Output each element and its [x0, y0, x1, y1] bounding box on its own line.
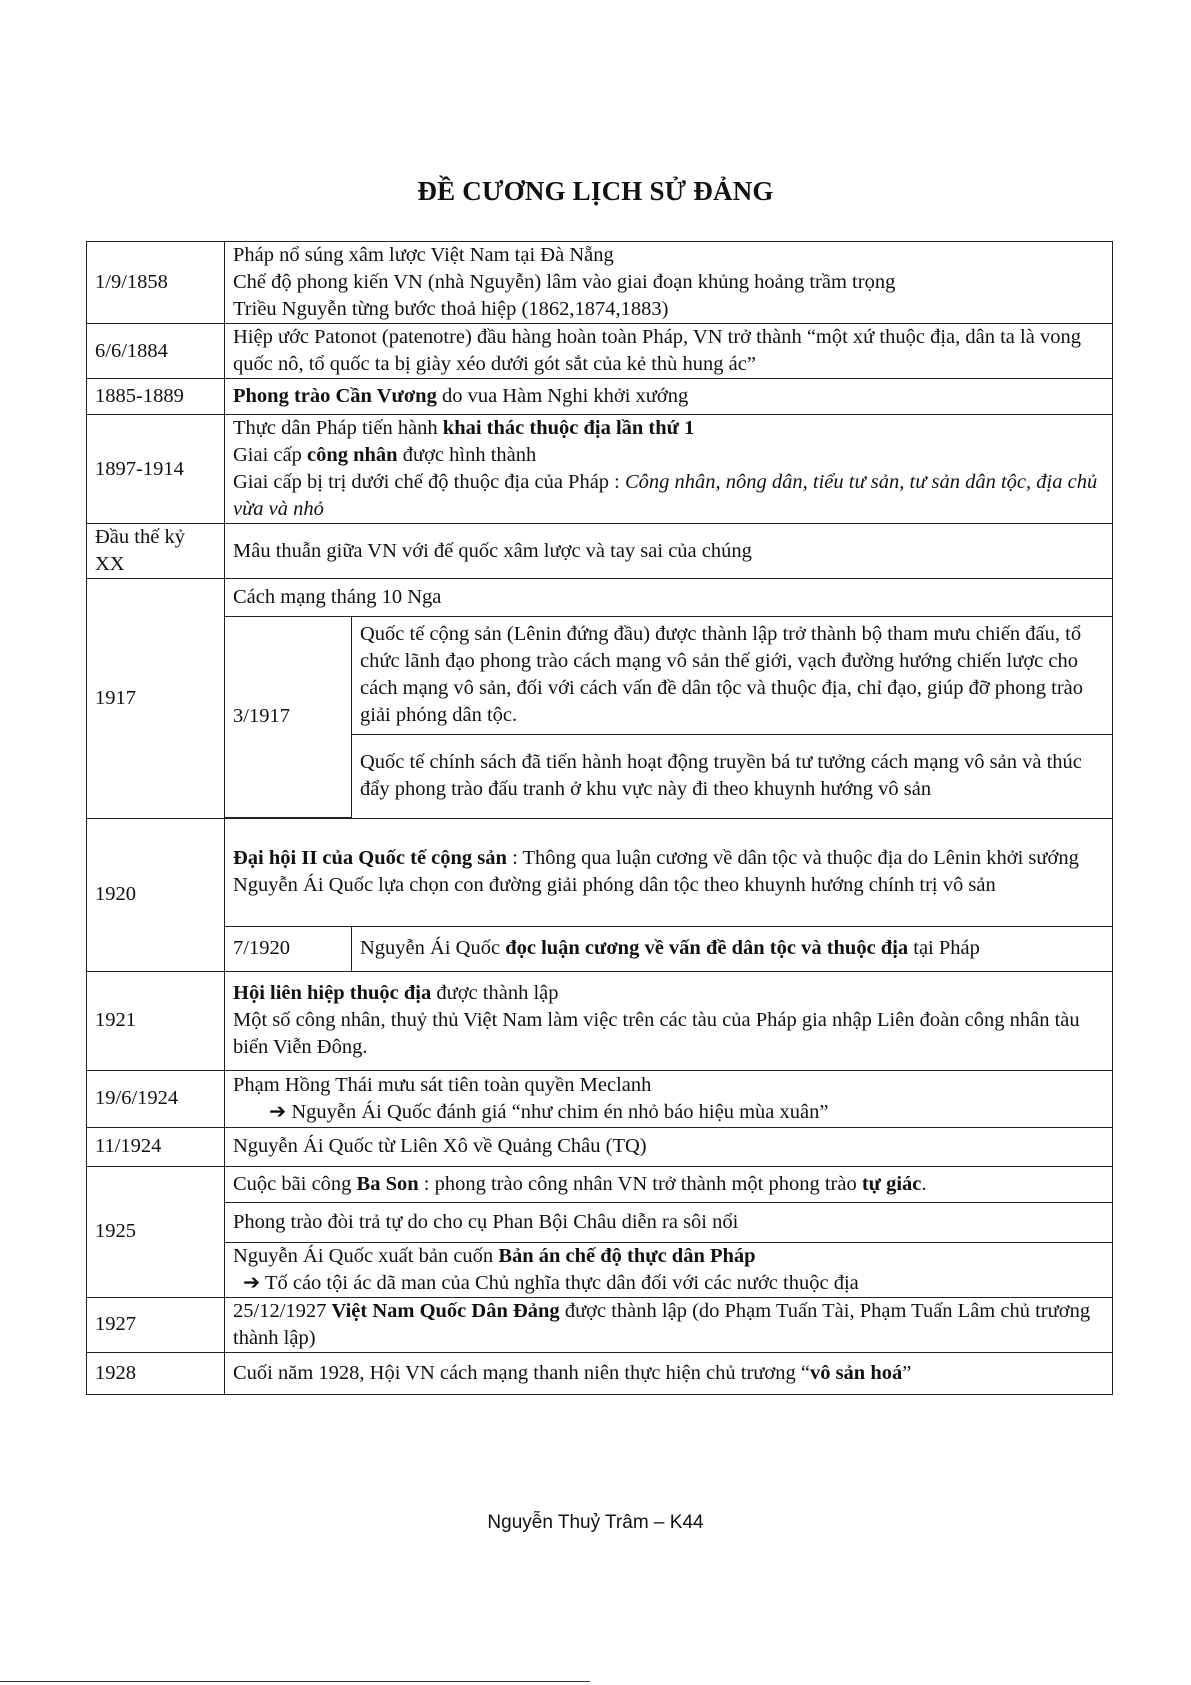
bottom-divider: [0, 1681, 590, 1682]
date-cell: 1921: [87, 971, 225, 1070]
event-highlight: Việt Nam Quốc Dân Đảng: [331, 1299, 560, 1322]
subdate-cell: 3/1917: [225, 617, 352, 817]
event-cell: [225, 971, 1113, 1070]
event-line: [233, 1270, 1104, 1297]
event-cell: Cách mạng tháng 10 Nga: [225, 579, 1113, 617]
event-line: Nguyễn Ái Quốc lựa chọn con đường giải phóng dân tộc theo khuynh hướng chính trị vô sản: [233, 874, 996, 896]
event-line: Phạm Hồng Thái mưu sát tiên toàn quyền Meclanh: [233, 1073, 652, 1096]
nested-event-cell: [225, 926, 1113, 971]
table-row: [87, 1297, 1113, 1352]
event-highlight: tự giác: [861, 1172, 922, 1195]
table-row: [87, 415, 1113, 524]
event-text: Nguyễn Ái Quốc xuất bản cuốn: [233, 1244, 499, 1267]
table-row: [87, 1202, 1113, 1242]
nested-event-cell: [225, 617, 1113, 819]
date-cell: 1/9/1858: [87, 242, 225, 324]
date-cell: 1920: [87, 818, 225, 971]
event-text: Tố cáo tội ác dã man của Chủ nghĩa thực dân đối với các nước thuộc địa: [264, 1271, 859, 1294]
subevent-cell: Quốc tế cộng sản (Lênin đứng đầu) được thành lập trở thành bộ tham mưu chiến đấu, tổ chức lãnh đạo phong trào cách mạng vô sản thế giới, vạch đường hướng chiến lược cho cách mạng vô sản, đối với cách vấn đề dân tộc và thuộc địa, chỉ đạo, giúp đỡ phong trào giải phóng dân tộc.: [352, 617, 1113, 734]
arrow-icon: ➔: [243, 1271, 261, 1294]
event-cell: Hiệp ước Patonot (patenotre) đầu hàng hoàn toàn Pháp, VN trở thành “một xứ thuộc địa, dân ta là vong quốc nô, tổ quốc ta bị giày xéo dưới gót sắt của kẻ thù hung ác”: [225, 324, 1113, 379]
event-cell: [225, 379, 1113, 415]
event-cell: [225, 1166, 1113, 1202]
event-line: Chế độ phong kiến VN (nhà Nguyễn) lâm vào giai đoạn khủng hoảng trầm trọng: [233, 271, 896, 293]
table-row: [87, 926, 1113, 971]
table-row: [87, 971, 1113, 1070]
event-cell: [225, 818, 1113, 926]
nested-row: [225, 617, 1112, 734]
subevent-cell: [352, 927, 1113, 971]
date-cell: 1917: [87, 579, 225, 819]
event-text: Nguyễn Ái Quốc: [360, 937, 506, 959]
date-cell: 1927: [87, 1297, 225, 1352]
event-line: Triều Nguyễn từng bước thoả hiệp (1862,1874,1883): [233, 298, 669, 320]
date-cell: 1928: [87, 1352, 225, 1394]
event-cell: Phong trào đòi trả tự do cho cụ Phan Bội Châu diễn ra sôi nổi: [225, 1202, 1113, 1242]
table-row: [87, 242, 1113, 324]
event-highlight: đọc luận cương về vấn đề dân tộc và thuộc địa: [505, 937, 909, 959]
date-cell: 6/6/1884: [87, 324, 225, 379]
event-text: Cuối năm 1928, Hội VN cách mạng thanh niên thực hiện chủ trương “: [233, 1361, 810, 1384]
table-row: [87, 579, 1113, 617]
subevent-cell: Quốc tế chính sách đã tiến hành hoạt động truyền bá tư tưởng cách mạng vô sản và thúc đẩy phong trào đấu tranh ở khu vực này đi theo khuynh hướng vô sản: [352, 734, 1113, 817]
nested-table: [225, 617, 1112, 818]
event-text: Cuộc bãi công: [233, 1172, 357, 1195]
nested-row: [225, 927, 1112, 971]
event-text: : Thông qua luận cương về dân tộc và thuộc địa do Lênin khởi sướng: [506, 847, 1079, 869]
event-cell: Mâu thuẫn giữa VN với đế quốc xâm lược và tay sai của chúng: [225, 524, 1113, 579]
event-text: 25/12/1927: [233, 1299, 332, 1322]
event-text: Giai cấp bị trị dưới chế độ thuộc địa của Pháp :: [233, 471, 625, 493]
event-line: [233, 980, 1104, 1007]
table-row: [87, 1127, 1113, 1166]
event-line: Pháp nổ súng xâm lược Việt Nam tại Đà Nẵng: [233, 244, 614, 266]
document-title: ĐỀ CƯƠNG LỊCH SỬ ĐẢNG: [417, 176, 774, 206]
event-text: : phong trào công nhân VN trở thành một phong trào: [418, 1172, 862, 1195]
event-line: [233, 1243, 1104, 1270]
event-text: được hình thành: [397, 444, 537, 466]
event-cell: [225, 1297, 1113, 1352]
event-text: được thành lập: [431, 982, 559, 1004]
event-highlight: công nhân: [307, 444, 398, 466]
nested-row: [225, 734, 1112, 817]
event-highlight: Phong trào Cần Vương: [233, 385, 437, 407]
table-row: [87, 1242, 1113, 1297]
event-line: Một số công nhân, thuỷ thủ Việt Nam làm việc trên các tàu của Pháp gia nhập Liên đoàn công nhân tàu biển Viễn Đông.: [233, 1009, 1080, 1058]
date-cell: 1897-1914: [87, 415, 225, 524]
event-italic: Công nhân, nông dân, tiểu tư sản, tư sản dân tộc, địa chủ vừa và nhỏ: [233, 471, 1098, 520]
table-row: [87, 324, 1113, 379]
event-line: [233, 1099, 1104, 1126]
event-cell: [225, 415, 1113, 524]
event-text: .: [921, 1172, 927, 1195]
event-highlight: Ba Son: [356, 1172, 419, 1195]
table-row: [87, 524, 1113, 579]
date-cell: 1885-1889: [87, 379, 225, 415]
date-cell: Đầu thế kỷ XX: [87, 524, 225, 579]
event-highlight: vô sản hoá: [809, 1361, 903, 1384]
event-highlight: khai thác thuộc địa lần thứ 1: [442, 417, 695, 439]
event-text: Giai cấp: [233, 444, 307, 466]
event-text: do vua Hàm Nghi khởi xướng: [436, 385, 689, 407]
date-cell: 1925: [87, 1166, 225, 1297]
event-highlight: Đại hội II của Quốc tế cộng sản: [233, 847, 507, 869]
table-row: [87, 1070, 1113, 1127]
event-text: được thành lập (do Phạm Tuấn Tài, Phạm Tuấn Lâm chủ trương thành lập): [233, 1299, 1091, 1349]
date-cell: 19/6/1924: [87, 1070, 225, 1127]
event-text: ”: [902, 1361, 912, 1384]
event-cell: [225, 1070, 1113, 1127]
table-row: [87, 818, 1113, 926]
event-text: Nguyễn Ái Quốc đánh giá “như chim én nhỏ báo hiệu mùa xuân”: [291, 1100, 829, 1123]
event-cell: [225, 1352, 1113, 1394]
event-line: [233, 845, 1104, 872]
page-footer-author: Nguyễn Thuỷ Trâm – K44: [487, 1512, 704, 1533]
event-highlight: Bản án chế độ thực dân Pháp: [498, 1244, 756, 1267]
event-text: Thực dân Pháp tiến hành: [233, 417, 443, 439]
event-line: [233, 442, 1104, 469]
table-row: [87, 379, 1113, 415]
event-line: [233, 469, 1104, 523]
table-row: [87, 617, 1113, 819]
arrow-icon: ➔: [269, 1100, 287, 1123]
event-cell: Nguyễn Ái Quốc từ Liên Xô về Quảng Châu (TQ): [225, 1127, 1113, 1166]
table-row: [87, 1166, 1113, 1202]
event-text: tại Pháp: [908, 937, 980, 959]
nested-table: [225, 927, 1112, 971]
event-highlight: Hội liên hiệp thuộc địa: [233, 982, 432, 1004]
table-row: [87, 1352, 1113, 1394]
event-cell: [225, 242, 1113, 324]
history-outline-table: [86, 241, 1113, 1395]
event-line: [233, 415, 1104, 442]
subdate-cell: 7/1920: [225, 927, 352, 971]
event-cell: [225, 1242, 1113, 1297]
date-cell: 11/1924: [87, 1127, 225, 1166]
